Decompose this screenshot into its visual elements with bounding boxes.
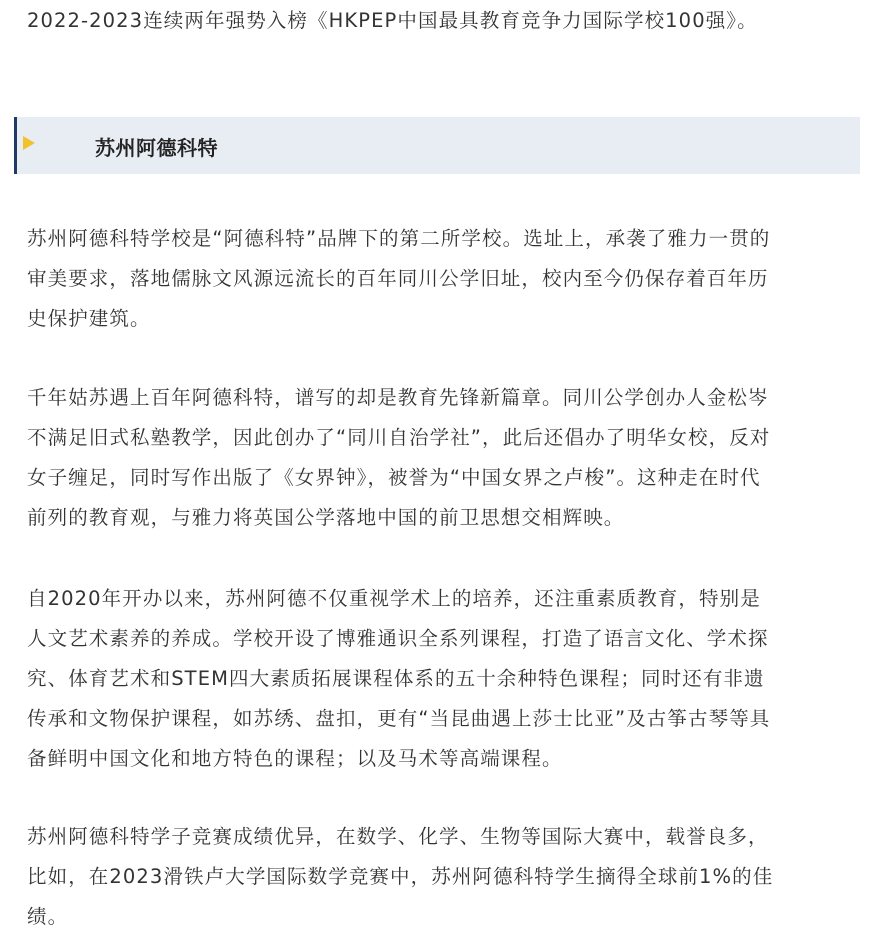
triangle-bullet-icon xyxy=(23,136,35,150)
paragraph-line: 自2020年开办以来，苏州阿德不仅重视学术上的培养，还注重素质教育，特别是 xyxy=(27,587,761,610)
paragraph-line: 苏州阿德科特学校是“阿德科特”品牌下的第二所学校。选址上，承袭了雅力一贯的 xyxy=(27,227,771,250)
paragraph-school-intro xyxy=(27,219,857,339)
paragraph-achievements xyxy=(27,817,857,937)
paragraph-line: 备鲜明中国文化和地方特色的课程；以及马术等高端课程。 xyxy=(27,747,563,770)
section-title: 苏州阿德科特 xyxy=(95,136,218,160)
paragraph-history xyxy=(27,378,857,538)
paragraph-line: 女子缠足，同时写作出版了《女界钟》，被誉为“中国女界之卢梭”。这种走在时代 xyxy=(27,466,761,489)
paragraph-line: 人文艺术素养的养成。学校开设了博雅通识全系列课程，打造了语言文化、学术探 xyxy=(27,627,769,650)
paragraph-line: 绩。 xyxy=(27,905,69,928)
paragraph-line: 比如，在2023滑铁卢大学国际数学竞赛中，苏州阿德科特学生摘得全球前1%的佳 xyxy=(27,865,774,888)
paragraph-line: 传承和文物保护课程，如苏绣、盘扣，更有“当昆曲遇上莎士比亚”及古筝古琴等具 xyxy=(27,707,771,730)
paragraph-line: 千年姑苏遇上百年阿德科特，谱写的却是教育先锋新篇章。同川公学创办人金松岑 xyxy=(27,386,769,409)
paragraph-line: 史保护建筑。 xyxy=(27,307,151,330)
intro-paragraph xyxy=(27,1,857,41)
paragraph-line: 前列的教育观，与雅力将英国公学落地中国的前卫思想交相辉映。 xyxy=(27,506,625,529)
paragraph-curriculum xyxy=(27,579,857,779)
paragraph-line: 苏州阿德科特学子竞赛成绩优异，在数学、化学、生物等国际大赛中，载誉良多， xyxy=(27,825,769,848)
section-header xyxy=(14,117,860,174)
paragraph-line: 不满足旧式私塾教学，因此创办了“同川自治学社”，此后还倡办了明华女校，反对 xyxy=(27,426,771,449)
paragraph-line: 2022-2023连续两年强势入榜《HKPEP中国最具教育竞争力国际学校100强》。 xyxy=(27,9,758,32)
paragraph-line: 究、体育艺术和STEM四大素质拓展课程体系的五十余种特色课程；同时还有非遗 xyxy=(27,667,765,690)
paragraph-line: 审美要求，落地儒脉文风源远流长的百年同川公学旧址，校内至今仍保存着百年历 xyxy=(27,267,769,290)
